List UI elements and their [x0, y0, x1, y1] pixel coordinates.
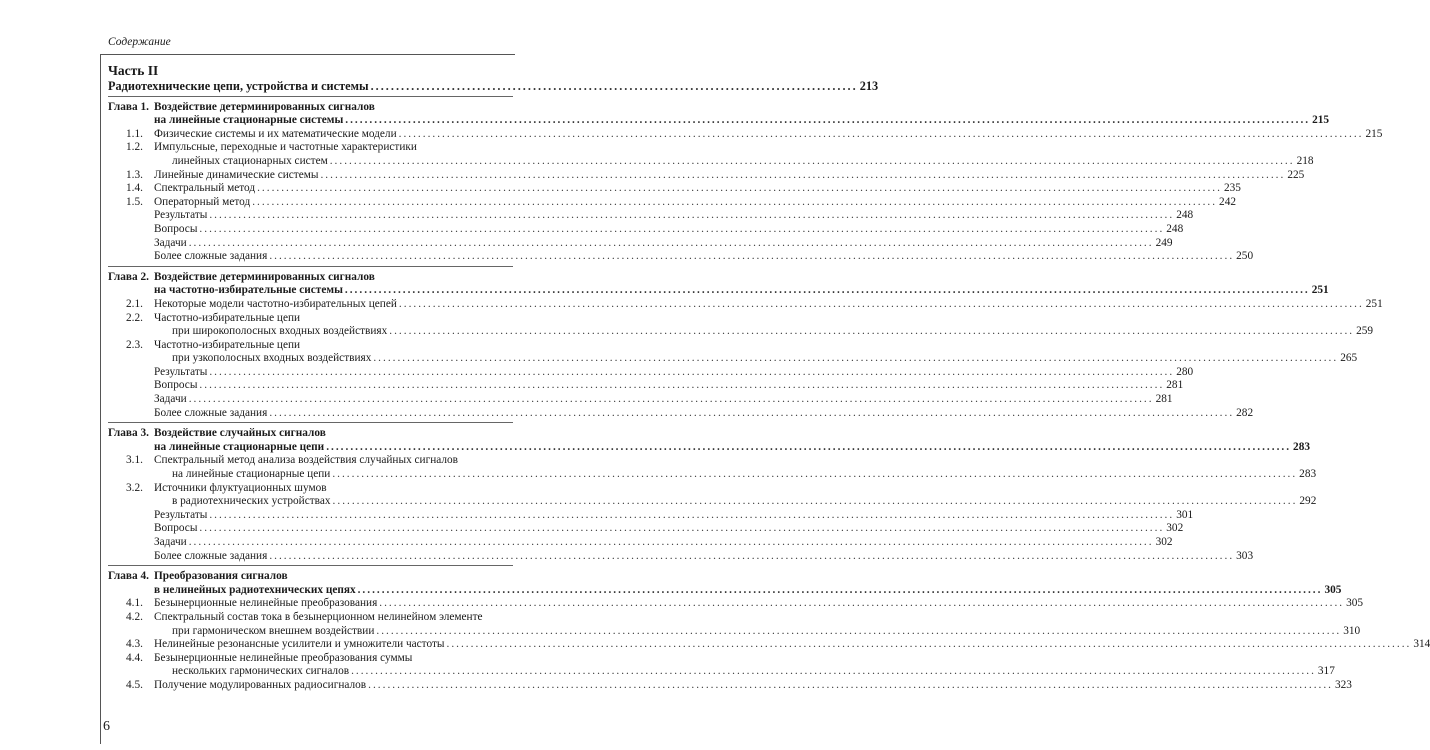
- extra-page: 248: [1176, 209, 1194, 222]
- section-page: 317: [1317, 665, 1335, 678]
- extra-entry[interactable]: [108, 536, 1173, 550]
- separator-rule: [108, 96, 513, 97]
- section-entry[interactable]: [108, 454, 513, 468]
- section-entry[interactable]: [108, 638, 1430, 652]
- section-entry[interactable]: [108, 678, 1352, 693]
- section-entry-cont[interactable]: [108, 624, 1361, 639]
- section-entry-cont[interactable]: [108, 325, 1374, 339]
- extra-entry[interactable]: [108, 379, 1184, 393]
- dot-leader: ................................................................................................: [370, 79, 858, 93]
- chapter-entry[interactable]: [108, 427, 513, 441]
- section-title-cont: линейных стационарных систем: [172, 154, 328, 167]
- section-number: 2.2.: [126, 311, 143, 324]
- dot-leader: ........................................................................................................................................................................................................: [269, 549, 1235, 562]
- dot-leader: ........................................................................................................................................................................................................: [199, 522, 1165, 535]
- dot-leader: ........................................................................................................................................................................................................: [398, 127, 1364, 140]
- extra-entry[interactable]: [108, 209, 1194, 223]
- part-subtitle: Радиотехнические цепи, устройства и системы: [108, 79, 369, 93]
- chapter-title-line2: на линейные стационарные системы: [154, 114, 344, 127]
- chapter-page: 305: [1324, 583, 1342, 596]
- extra-page: 280: [1176, 365, 1194, 378]
- section-number: 1.3.: [126, 168, 143, 181]
- chapter-entry[interactable]: [108, 271, 513, 285]
- section-title-cont: при гармоническом внешнем воздействии: [172, 624, 375, 637]
- dot-leader: ........................................................................................................................................................................................................: [209, 209, 1175, 222]
- section-page: 235: [1223, 182, 1241, 195]
- dot-leader: ........................................................................................................................................................................................................: [332, 468, 1298, 481]
- extra-entry[interactable]: [108, 549, 1254, 564]
- dot-leader: ........................................................................................................................................................................................................: [269, 406, 1235, 419]
- extra-entry[interactable]: [108, 365, 1194, 380]
- part-page: 213: [859, 79, 879, 93]
- dot-leader: ........................................................................................................................................................................................................: [376, 624, 1342, 637]
- extra-title: Более сложные задания: [154, 406, 268, 419]
- section-title: Спектральный метод анализа воздействия случайных сигналов: [154, 454, 459, 467]
- dot-leader: ........................................................................................................................................................................................................: [398, 297, 1364, 310]
- dot-leader: ........................................................................................................................................................................................................: [368, 678, 1333, 691]
- extra-page: 302: [1166, 522, 1184, 535]
- section-page: 292: [1299, 495, 1317, 508]
- dot-leader: ........................................................................................................................................................................................................: [446, 638, 1412, 651]
- dot-leader: ........................................................................................................................................................................................................: [379, 597, 1345, 610]
- section-page: 251: [1365, 297, 1383, 310]
- section-entry[interactable]: [108, 168, 1305, 183]
- section-page: 265: [1340, 352, 1358, 365]
- section-entry[interactable]: [108, 297, 1383, 312]
- chapter-title-line1: Воздействие детерминированных сигналов: [154, 100, 375, 113]
- section-number: 1.4.: [126, 182, 143, 195]
- section-entry[interactable]: [108, 652, 513, 666]
- section-number: 4.3.: [126, 638, 143, 651]
- section-title-cont: нескольких гармонических сигналов: [172, 665, 350, 678]
- extra-page: 248: [1166, 222, 1184, 235]
- section-title: Безынерционные нелинейные преобразования: [154, 597, 378, 610]
- section-title: Безынерционные нелинейные преобразования суммы: [154, 651, 413, 664]
- chapter-number: Глава 1.: [108, 100, 149, 113]
- section-title: Физические системы и их математические модели: [154, 127, 397, 140]
- extra-title: Результаты: [154, 508, 208, 521]
- chapter-number: Глава 4.: [108, 570, 149, 583]
- chapter-number: Глава 2.: [108, 270, 149, 283]
- chapter-number: Глава 3.: [108, 427, 149, 440]
- header-rule: [100, 54, 515, 55]
- dot-leader: ........................................................................................................................................................................................................: [344, 284, 1310, 297]
- chapter-page: 251: [1311, 284, 1329, 297]
- dot-leader: ........................................................................................................................................................................................................: [320, 168, 1286, 181]
- extra-title: Вопросы: [154, 522, 198, 535]
- section-page: 259: [1356, 325, 1374, 338]
- page-number: 6: [103, 719, 110, 734]
- section-title-cont: в радиотехнических устройствах: [172, 495, 331, 508]
- extra-entry[interactable]: [108, 508, 1194, 523]
- extra-entry[interactable]: [108, 393, 1173, 407]
- section-page: 314: [1413, 638, 1430, 651]
- section-entry[interactable]: [108, 611, 513, 625]
- chapter-entry-cont[interactable]: [108, 583, 1342, 598]
- chapter-entry-cont[interactable]: [108, 284, 1329, 298]
- dot-leader: ........................................................................................................................................................................................................: [252, 195, 1218, 208]
- dot-leader: ........................................................................................................................................................................................................: [326, 440, 1292, 453]
- section-title-cont: при узкополосных входных воздействиях: [172, 352, 372, 365]
- extra-page: 249: [1155, 236, 1173, 249]
- extra-page: 303: [1236, 549, 1254, 562]
- section-entry-cont[interactable]: [108, 495, 1317, 509]
- dot-leader: ........................................................................................................................................................................................................: [209, 365, 1175, 378]
- dot-leader: ........................................................................................................................................................................................................: [332, 495, 1298, 508]
- chapter-title-line2: в нелинейных радиотехнических цепях: [154, 583, 356, 596]
- extra-title: Результаты: [154, 365, 208, 378]
- section-entry[interactable]: [108, 482, 513, 496]
- section-page: 242: [1219, 195, 1236, 208]
- section-entry[interactable]: [108, 127, 1383, 142]
- section-entry[interactable]: [108, 339, 513, 353]
- section-number: 2.1.: [126, 297, 143, 310]
- running-header: Содержание: [108, 36, 171, 48]
- section-number: 1.5.: [126, 195, 143, 208]
- section-entry[interactable]: [108, 195, 1236, 210]
- section-title: Частотно-избирательные цепи: [154, 338, 301, 351]
- chapter-title-line2: на частотно-избирательные системы: [154, 284, 343, 297]
- extra-entry[interactable]: [108, 250, 1254, 264]
- chapter-entry-cont[interactable]: [108, 114, 1330, 128]
- section-entry[interactable]: [108, 312, 513, 326]
- section-title-cont: на линейные стационарные цепи: [172, 468, 331, 481]
- extra-entry[interactable]: [108, 522, 1184, 536]
- section-number: 4.2.: [126, 610, 143, 623]
- section-number: 4.1.: [126, 597, 143, 610]
- section-page: 323: [1334, 678, 1352, 691]
- section-number: 2.3.: [126, 338, 143, 351]
- section-entry[interactable]: [108, 597, 1364, 611]
- section-title: Операторный метод: [154, 195, 251, 208]
- section-title-cont: при широкополосных входных воздействиях: [172, 325, 388, 338]
- section-entry-cont[interactable]: [108, 352, 1358, 366]
- chapter-title-line1: Воздействие детерминированных сигналов: [154, 270, 375, 283]
- dot-leader: ........................................................................................................................................................................................................: [188, 536, 1154, 548]
- chapter-entry[interactable]: [108, 101, 513, 115]
- chapter-list: [108, 100, 1430, 693]
- dot-leader: ........................................................................................................................................................................................................: [188, 236, 1154, 249]
- dot-leader: ........................................................................................................................................................................................................: [389, 325, 1355, 338]
- section-page: 310: [1343, 624, 1361, 637]
- dot-leader: ........................................................................................................................................................................................................: [351, 665, 1316, 678]
- extra-page: 281: [1166, 379, 1184, 392]
- chapter-entry-cont[interactable]: [108, 440, 1310, 455]
- chapter-entry[interactable]: [108, 570, 513, 584]
- section-entry-cont[interactable]: [108, 468, 1317, 482]
- dot-leader: ........................................................................................................................................................................................................: [209, 508, 1175, 521]
- section-number: 4.4.: [126, 651, 143, 664]
- dot-leader: ........................................................................................................................................................................................................: [257, 182, 1222, 195]
- chapter-page: 283: [1293, 440, 1310, 453]
- dot-leader: ........................................................................................................................................................................................................: [329, 154, 1295, 167]
- section-title: Некоторые модели частотно-избирательных цепей: [154, 297, 397, 310]
- extra-page: 250: [1236, 250, 1254, 263]
- extra-page: 281: [1155, 393, 1173, 406]
- extra-entry[interactable]: [108, 222, 1184, 237]
- section-number: 3.2.: [126, 481, 143, 494]
- section-entry-cont[interactable]: [108, 665, 1335, 679]
- chapter-title-line2: на линейные стационарные цепи: [154, 440, 325, 453]
- section-page: 305: [1346, 597, 1364, 610]
- extra-entry[interactable]: [108, 406, 1254, 421]
- extra-entry[interactable]: [108, 236, 1173, 251]
- dot-leader: ........................................................................................................................................................................................................: [188, 393, 1154, 406]
- section-title: Линейные динамические системы: [154, 168, 319, 181]
- extra-title: Более сложные задания: [154, 250, 268, 263]
- section-page: 218: [1296, 154, 1314, 167]
- extra-title: Задачи: [154, 236, 187, 249]
- extra-title: Более сложные задания: [154, 549, 268, 562]
- separator-rule: [108, 266, 513, 267]
- dot-leader: ........................................................................................................................................................................................................: [199, 222, 1165, 235]
- extra-title: Результаты: [154, 209, 208, 222]
- section-title: Частотно-избирательные цепи: [154, 311, 301, 324]
- extra-title: Вопросы: [154, 379, 198, 392]
- dot-leader: ........................................................................................................................................................................................................: [373, 352, 1339, 365]
- section-number: 1.1.: [126, 127, 143, 140]
- separator-rule: [108, 565, 513, 566]
- extra-page: 282: [1236, 406, 1254, 419]
- section-page: 283: [1299, 468, 1317, 481]
- extra-page: 302: [1155, 536, 1173, 548]
- dot-leader: ........................................................................................................................................................................................................: [199, 379, 1165, 392]
- left-margin-rule: [100, 54, 101, 744]
- section-page: 225: [1287, 168, 1305, 181]
- section-entry[interactable]: [108, 182, 1241, 196]
- section-title: Источники флуктуационных шумов: [154, 481, 327, 494]
- extra-title: Вопросы: [154, 222, 198, 235]
- section-title: Импульсные, переходные и частотные характеристики: [154, 141, 417, 154]
- dot-leader: ........................................................................................................................................................................................................: [357, 583, 1323, 596]
- separator-rule: [108, 422, 513, 423]
- section-entry[interactable]: [108, 141, 513, 155]
- extra-title: Задачи: [154, 536, 187, 548]
- chapter-page: 215: [1312, 114, 1330, 127]
- section-entry-cont[interactable]: [108, 154, 1314, 169]
- section-page: 215: [1365, 127, 1383, 140]
- part-entry[interactable]: [108, 79, 879, 94]
- dot-leader: ........................................................................................................................................................................................................: [345, 114, 1311, 127]
- part-title: Часть II: [108, 63, 159, 78]
- section-number: 4.5.: [126, 678, 143, 691]
- extra-title: Задачи: [154, 393, 187, 406]
- extra-page: 301: [1176, 508, 1194, 521]
- section-title: Спектральный метод: [154, 182, 256, 195]
- table-of-contents: [108, 79, 1430, 693]
- section-title: Получение модулированных радиосигналов: [154, 678, 367, 691]
- section-number: 1.2.: [126, 141, 143, 154]
- section-number: 3.1.: [126, 454, 143, 467]
- chapter-title-line1: Воздействие случайных сигналов: [154, 427, 326, 440]
- section-title: Нелинейные резонансные усилители и умножители частоты: [154, 638, 445, 651]
- section-title: Спектральный состав тока в безынерционном нелинейном элементе: [154, 610, 483, 623]
- chapter-title-line1: Преобразования сигналов: [154, 570, 288, 583]
- dot-leader: ........................................................................................................................................................................................................: [269, 250, 1235, 263]
